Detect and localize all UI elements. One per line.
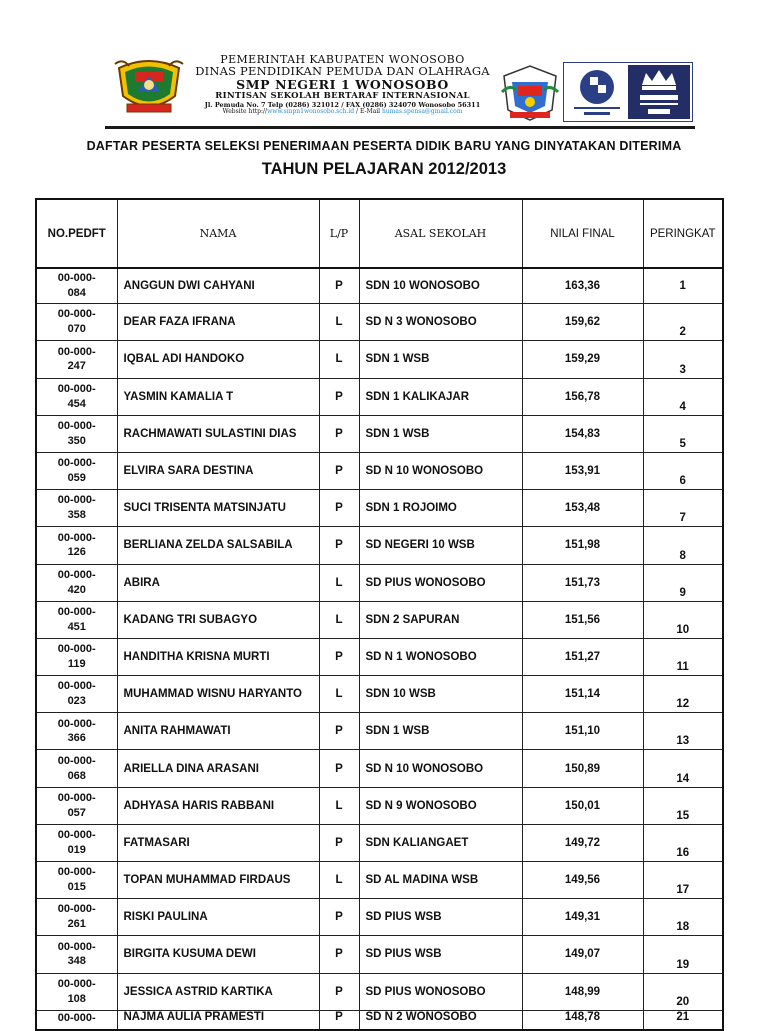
no-prefix: 00-000- [57,903,96,916]
table-row [36,676,723,713]
cell-lp: L [319,601,359,638]
cell-lp: P [319,750,359,787]
cell-rank: 12 [643,676,723,713]
cell-no [36,304,117,341]
table-row [36,899,723,936]
cell-lp: P [319,452,359,489]
cell-nama: ELVIRA SARA DESTINA [117,452,319,489]
table-row [36,490,723,527]
cell-no [36,564,117,601]
header-no: NO.PEDFT [36,199,117,268]
no-suffix: 350 [67,434,86,447]
no-suffix: 084 [67,287,86,300]
cell-nilai: 163,36 [522,268,643,304]
no-prefix: 00-000- [57,382,96,395]
cell-lp: P [319,824,359,861]
cell-no [36,490,117,527]
table-row [36,750,723,787]
table-row [36,862,723,899]
cell-nilai: 148,99 [522,973,643,1010]
table-row [36,415,723,452]
cell-nilai: 148,78 [522,1010,643,1030]
cell-no [36,341,117,378]
cell-lp: P [319,638,359,675]
cell-rank: 19 [643,936,723,973]
cell-lp: P [319,973,359,1010]
no-prefix: 00-000- [57,420,96,432]
cell-nilai: 156,78 [522,378,643,415]
cell-nama: MUHAMMAD WISNU HARYANTO [117,676,319,713]
school-emblem-icon [500,62,560,122]
table-row [36,378,723,415]
cell-no [36,787,117,824]
cell-rank: 2 [643,304,723,341]
cell-asal: SDN 1 ROJOIMO [359,490,522,527]
global-group-iso-icon [570,67,624,117]
cell-rank: 8 [643,527,723,564]
cell-nama: JESSICA ASTRID KARTIKA [117,973,319,1010]
regency-emblem-icon [113,52,185,116]
no-prefix: 00-000- [57,754,96,767]
website-link[interactable]: www.smpn1wonosobo.sch.id [267,108,355,115]
cell-nama: ANGGUN DWI CAHYANI [117,268,319,304]
table-body [36,268,723,1030]
cell-nilai: 159,62 [522,304,643,341]
no-prefix: 00-000- [57,568,96,581]
no-suffix: 247 [67,360,86,373]
table-row [36,341,723,378]
cell-asal: SD N 3 WONOSOBO [359,304,522,341]
cell-lp: P [319,1010,359,1030]
letterhead-divider [105,126,695,129]
cell-lp: P [319,936,359,973]
header-asal: ASAL SEKOLAH [359,199,522,268]
no-prefix: 00-000- [57,829,96,842]
cell-no [36,452,117,489]
cell-rank: 7 [643,490,723,527]
no-suffix: 023 [67,695,86,708]
cell-lp: P [319,378,359,415]
cell-lp: L [319,676,359,713]
cell-nilai: 149,56 [522,862,643,899]
cell-nama: BERLIANA ZELDA SALSABILA [117,527,319,564]
cell-rank: 20 [643,973,723,1010]
cell-no [36,824,117,861]
cell-lp: P [319,899,359,936]
cell-asal: SD N 2 WONOSOBO [359,1010,522,1030]
accepted-students-table [35,198,724,1031]
department-line: DINAS PENDIDIKAN PEMUDA DAN OLAHRAGA [195,64,490,78]
letterhead [0,0,768,130]
no-suffix: 057 [67,806,86,819]
school-name: SMP NEGERI 1 WONOSOBO [236,76,449,92]
cell-nilai: 153,48 [522,490,643,527]
no-prefix: 00-000- [57,457,96,470]
cell-nama: NAJMA AULIA PRAMESTI [117,1010,319,1030]
cell-rank: 13 [643,713,723,750]
cell-rank: 17 [643,862,723,899]
website-prefix: Website http:// [222,108,268,115]
cell-lp: P [319,490,359,527]
contact-line [185,109,500,115]
cell-no [36,378,117,415]
ukas-crown-icon [628,65,690,119]
table-row [36,601,723,638]
no-suffix: 454 [67,397,86,410]
cell-no [36,713,117,750]
no-prefix: 00-000- [57,643,96,656]
cell-nama: ANITA RAHMAWATI [117,713,319,750]
cell-rank: 11 [643,638,723,675]
table-row [36,452,723,489]
cell-nama: ADHYASA HARIS RABBANI [117,787,319,824]
no-suffix: 068 [67,769,86,782]
cell-rank: 9 [643,564,723,601]
no-prefix: 00-000- [57,345,96,358]
no-suffix: 451 [67,620,86,633]
no-prefix: 00-000- [57,977,96,990]
no-suffix: 119 [67,657,86,670]
cell-no [36,268,117,304]
table-header-row [36,199,723,268]
cell-no [36,936,117,973]
cell-asal: SD N 10 WONOSOBO [359,452,522,489]
cell-nilai: 151,14 [522,676,643,713]
table-row [36,973,723,1010]
no-prefix: 00-000- [57,940,96,953]
cell-asal: SDN 1 WSB [359,415,522,452]
cell-nama: KADANG TRI SUBAGYO [117,601,319,638]
agency-line: PEMERINTAH KABUPATEN WONOSOBO [220,53,465,66]
cell-no [36,601,117,638]
table-row [36,564,723,601]
cell-rank: 6 [643,452,723,489]
cell-lp: L [319,862,359,899]
header-nilai: NILAI FINAL [522,199,643,268]
cell-no [36,638,117,675]
cell-nilai: 154,83 [522,415,643,452]
cell-rank: 16 [643,824,723,861]
cell-asal: SDN 1 WSB [359,713,522,750]
table-row [36,787,723,824]
cell-asal: SDN KALIANGAET [359,824,522,861]
cell-nilai: 151,73 [522,564,643,601]
cell-no [36,862,117,899]
no-prefix: 00-000- [57,605,96,618]
cell-lp: P [319,415,359,452]
cell-lp: L [319,304,359,341]
cell-rank: 21 [643,1010,723,1030]
cell-asal: SDN 1 KALIKAJAR [359,378,522,415]
no-suffix: 366 [67,732,86,745]
cell-nilai: 149,31 [522,899,643,936]
cell-asal: SD N 10 WONOSOBO [359,750,522,787]
table-row [36,268,723,304]
cell-rank: 18 [643,899,723,936]
cell-asal: SD PIUS WONOSOBO [359,564,522,601]
cell-nilai: 151,56 [522,601,643,638]
cell-nilai: 149,72 [522,824,643,861]
no-suffix: 019 [67,843,86,856]
cell-asal: SD PIUS WSB [359,899,522,936]
table-row [36,713,723,750]
email-link[interactable]: humas.spensa@gmail.com [381,108,463,115]
table-row [36,304,723,341]
cell-lp: P [319,268,359,304]
no-prefix: 00-000- [57,791,96,804]
cell-rank: 3 [643,341,723,378]
cell-no [36,527,117,564]
cell-rank: 10 [643,601,723,638]
cell-asal: SD PIUS WONOSOBO [359,973,522,1010]
cell-no [36,1010,117,1030]
school-status: RINTISAN SEKOLAH BERTARAF INTERNASIONAL [215,91,470,101]
cell-nilai: 151,10 [522,713,643,750]
cell-nama: ABIRA [117,564,319,601]
table-row [36,936,723,973]
cell-no [36,676,117,713]
cell-nama: SUCI TRISENTA MATSINJATU [117,490,319,527]
cell-no [36,415,117,452]
no-prefix: 00-000- [57,1011,96,1024]
cell-nilai: 150,01 [522,787,643,824]
cell-rank: 14 [643,750,723,787]
no-prefix: 00-000- [57,717,96,730]
letterhead-text [185,54,500,116]
academic-year-title: TAHUN PELAJARAN 2012/2013 [261,160,507,178]
cell-nama: IQBAL ADI HANDOKO [117,341,319,378]
cell-nilai: 149,07 [522,936,643,973]
cell-lp: L [319,564,359,601]
no-prefix: 00-000- [57,494,96,507]
cell-nama: HANDITHA KRISNA MURTI [117,638,319,675]
no-suffix: 108 [67,992,86,1005]
table-row [36,638,723,675]
cell-rank: 4 [643,378,723,415]
no-suffix: 261 [67,918,86,931]
cell-asal: SD NEGERI 10 WSB [359,527,522,564]
cell-nama: DEAR FAZA IFRANA [117,304,319,341]
cell-asal: SD PIUS WSB [359,936,522,973]
no-prefix: 00-000- [57,531,96,544]
cell-nilai: 151,27 [522,638,643,675]
cell-nilai: 153,91 [522,452,643,489]
no-prefix: 00-000- [57,866,96,879]
no-prefix: 00-000- [57,308,96,321]
header-lp: L/P [319,199,359,268]
certification-badges [563,62,693,122]
no-prefix: 00-000- [57,680,96,693]
cell-lp: L [319,341,359,378]
cell-nama: FATMASARI [117,824,319,861]
cell-nama: YASMIN KAMALIA T [117,378,319,415]
no-prefix: 00-000- [57,272,96,285]
no-suffix: 070 [67,323,86,336]
no-suffix: 420 [67,583,86,596]
cell-asal: SDN 10 WSB [359,676,522,713]
cell-nama: RISKI PAULINA [117,899,319,936]
header-rank: PERINGKAT [643,199,723,268]
cell-lp: P [319,713,359,750]
cell-nilai: 159,29 [522,341,643,378]
cell-asal: SDN 10 WONOSOBO [359,268,522,304]
cell-lp: P [319,527,359,564]
cell-nama: TOPAN MUHAMMAD FIRDAUS [117,862,319,899]
header-nama: NAMA [117,199,319,268]
table-row [36,1010,723,1030]
email-prefix: / E-Mail [354,108,382,115]
cell-nama: RACHMAWATI SULASTINI DIAS [117,415,319,452]
no-suffix: 015 [67,881,86,894]
cell-no [36,973,117,1010]
cell-asal: SD N 1 WONOSOBO [359,638,522,675]
no-suffix: 126 [67,546,86,559]
cell-nilai: 150,89 [522,750,643,787]
cell-lp: L [319,787,359,824]
cell-asal: SDN 2 SAPURAN [359,601,522,638]
no-suffix: 348 [67,955,86,968]
cell-nama: BIRGITA KUSUMA DEWI [117,936,319,973]
cell-rank: 1 [643,268,723,304]
no-suffix: 059 [67,472,86,485]
cell-nilai: 151,98 [522,527,643,564]
cell-rank: 5 [643,415,723,452]
cell-nama: ARIELLA DINA ARASANI [117,750,319,787]
cell-rank: 15 [643,787,723,824]
cell-asal: SD AL MADINA WSB [359,862,522,899]
cell-no [36,750,117,787]
cell-no [36,899,117,936]
no-suffix: 358 [67,509,86,522]
school-address: Jl. Pemuda No. 7 Telp (0286) 321012 / FAX (0286) 324070 Wonosobo 56311 [204,100,481,109]
document-title: DAFTAR PESERTA SELEKSI PENERIMAAN PESERTA DIDIK BARU YANG DINYATAKAN DITERIMA [86,139,682,153]
table-row [36,824,723,861]
cell-asal: SD N 9 WONOSOBO [359,787,522,824]
table-row [36,527,723,564]
cell-asal: SDN 1 WSB [359,341,522,378]
